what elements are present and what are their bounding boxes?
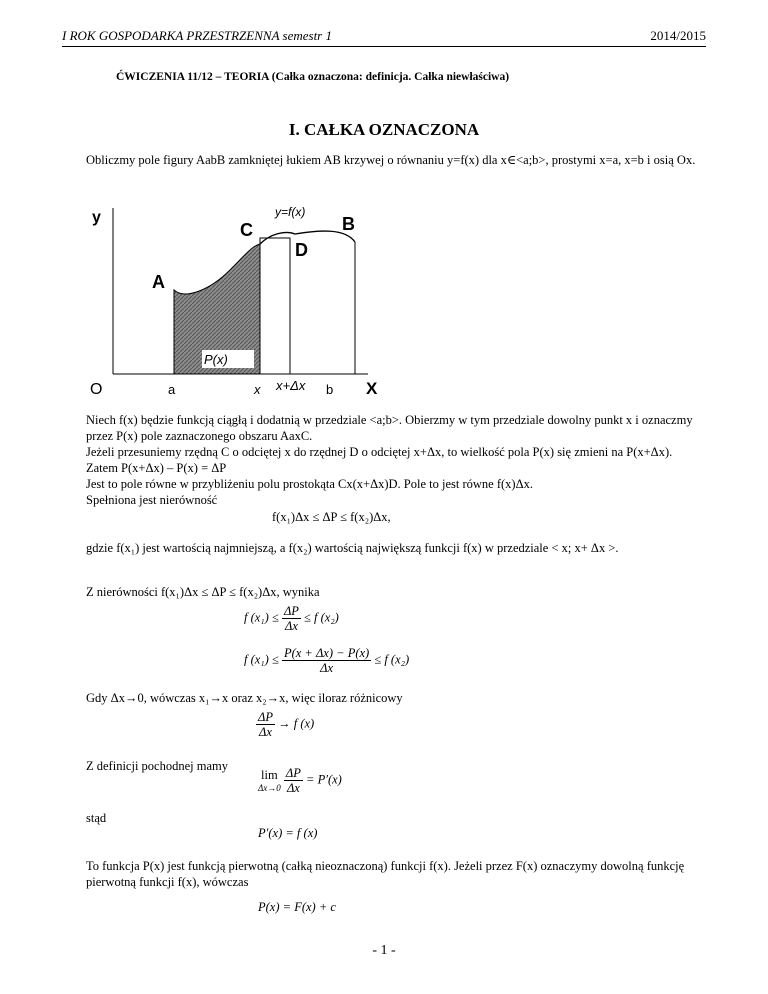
eq2-denominator: Δx (320, 661, 334, 675)
label-x-plus-dx: x+Δx (276, 378, 306, 393)
eq1-numerator: ΔP (283, 604, 299, 618)
equation-antiderivative: P′(x) = f (x) (258, 826, 318, 840)
label-a-point: A (152, 272, 165, 292)
eq3-denominator: Δx (259, 725, 272, 739)
header-course: I ROK GOSPODARKA PRZESTRZENNA semestr 1 (62, 28, 332, 43)
eq3-fraction (256, 710, 275, 739)
paragraph-min-max: gdzie f(x₁) jest wartością najmniejszą, a f(x₂) wartością największą funkcji f(x) w przedziale < x; x+ Δx >. (86, 541, 619, 555)
eq4-lim-block (258, 768, 281, 793)
eq2-left: f (x₁) ≤ (244, 652, 279, 667)
equation-ratio-limit (256, 710, 314, 739)
paragraph-shift: Jeżeli przesuniemy rzędną C o odciętej x do rzędnej D o odciętej x+Δx, to wielkość pola P(x) się zmieni na P(x+Δx). Zatem P(x+Δx) – P(x) = ΔP (86, 445, 673, 475)
paragraph-inequality-intro: Spełniona jest nierówność (86, 493, 218, 507)
eq1-denominator: Δx (284, 619, 298, 633)
header-year: 2014/2015 (650, 28, 706, 43)
eq4-lim: lim (261, 768, 278, 782)
equation-difference-quotient-bound (244, 646, 409, 675)
label-b-point: B (342, 214, 355, 234)
label-origin: O (90, 381, 103, 398)
paragraph-antiderivative-conclusion: To funkcja P(x) jest funkcją pierwotną (całką nieoznaczoną) funkcji f(x). Jeżeli przez F(x) oznaczymy dowolną funkcję pierwotną funkcji f(x), wówczas (86, 859, 685, 889)
paragraph-continuity: Niech f(x) będzie funkcją ciągłą i dodatnią w przedziale <a;b>. Obierzmy w tym przedziale dowolny punkt x i oznaczmy przez P(x) pole zaznaczonego obszaru AaxC. (86, 413, 693, 443)
header-divider (62, 46, 706, 47)
eq4-lim-sub: Δx→0 (258, 783, 281, 793)
eq2-right: ≤ f (x₂) (374, 652, 410, 667)
label-y: y (92, 209, 101, 226)
exercise-subtitle: ĆWICZENIA 11/12 – TEORIA (Całka oznaczona: definicja. Całka niewłaściwa) (116, 71, 510, 83)
equation-derivative-limit (258, 766, 342, 795)
eq3-numerator: ΔP (258, 710, 273, 724)
eq2-numerator: P(x + Δx) − P(x) (283, 646, 370, 660)
label-d-point: D (295, 240, 308, 260)
label-b-axis: b (326, 382, 334, 397)
label-px: P(x) (204, 352, 228, 367)
inequality-1: f(x₁)Δx ≤ ΔP ≤ f(x₂)Δx, (272, 510, 391, 524)
eq4-numerator: ΔP (285, 766, 301, 780)
label-x-axis: x (254, 382, 261, 397)
section-title: I. CAŁKA OZNACZONA (288, 120, 480, 139)
eq3-right: → f (x) (278, 716, 315, 731)
label-x-axis-name: X (366, 379, 378, 398)
label-a-axis: a (168, 382, 176, 397)
paragraph-hence: stąd (86, 811, 107, 825)
eq1-fraction (282, 604, 301, 633)
paragraph-limit-intro: Gdy Δx→0, wówczas x₁→x oraz x₂→x, więc iloraz różnicowy (86, 691, 403, 705)
eq4-fraction (284, 766, 303, 795)
page-number: - 1 - (372, 943, 396, 958)
label-fx: y=f(x) (275, 205, 306, 219)
eq1-right: ≤ f (x₂) (304, 610, 339, 625)
paragraph-from-inequality: Z nierówności f(x₁)Δx ≤ ΔP ≤ f(x₂)Δx, wynika (86, 585, 320, 599)
equation-general-antiderivative: P(x) = F(x) + c (258, 900, 336, 914)
eq4-right: = P′(x) (306, 772, 342, 787)
paragraph-rectangle: Jest to pole równe w przybliżeniu polu prostokąta Cx(x+Δx)D. Pole to jest równe f(x)Δx. (86, 477, 533, 491)
eq1-left: f (x₁) ≤ (244, 610, 279, 625)
label-c-point: C (240, 220, 253, 240)
paragraph-derivative-definition: Z definicji pochodnej mamy (86, 759, 228, 773)
equation-ratio-bound (244, 604, 339, 633)
eq4-denominator: Δx (286, 781, 300, 795)
intro-paragraph: Obliczmy pole figury AabB zamkniętej łukiem AB krzywej o równaniu y=f(x) dla x∈<a;b>, prostymi x=a, x=b i osią Ox. (86, 153, 696, 167)
strip-rectangle (260, 238, 290, 374)
integral-area-figure (80, 200, 410, 400)
eq2-fraction (282, 646, 371, 675)
